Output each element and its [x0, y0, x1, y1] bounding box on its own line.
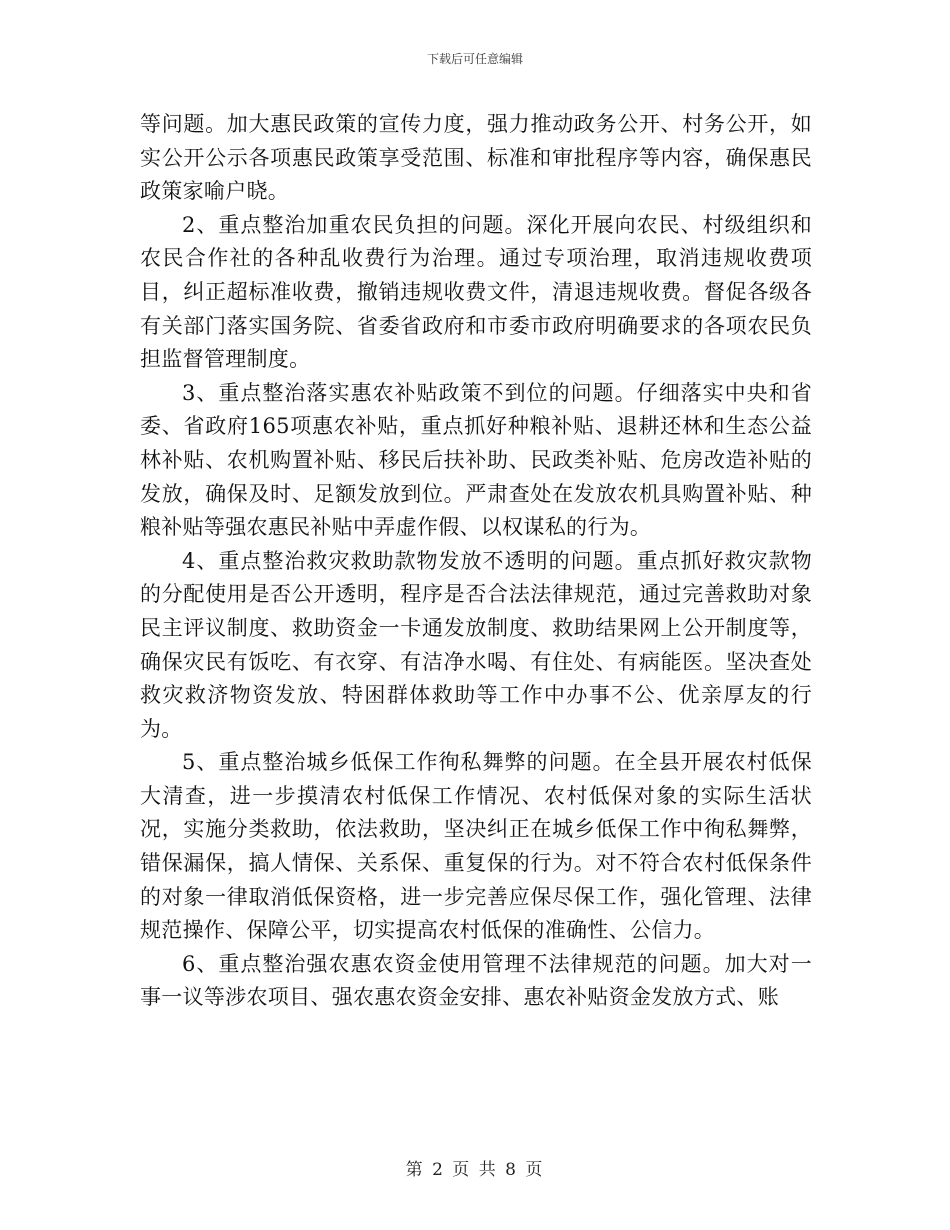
paragraph-item-6: 6、重点整治强农惠农资金使用管理不法律规范的问题。加大对一事一议等涉农项目、强农惠农资金安排、惠农补贴资金发放方式、账: [140, 951, 812, 1010]
paragraph-item-3: 3、重点整治落实惠农补贴政策不到位的问题。仔细落实中央和省委、省政府165项惠农补贴，重点抓好种粮补贴、退耕还林和生态公益林补贴、农机购置补贴、移民后扶补助、民政类补贴、危房改造补贴的发放，确保及时、足额发放到位。严肃查处在发放农机具购置补贴、种粮补贴等强农惠民补贴中弄虚作假、以权谋私的行为。: [140, 380, 812, 540]
paragraph-item-4: 4、重点整治救灾救助款物发放不透明的问题。重点抓好救灾款物的分配使用是否公开透明，程序是否合法法律规范，通过完善救助对象民主评议制度、救助资金一卡通发放制度、救助结果网上公开制度等，确保灾民有饭吃、有衣穿、有洁净水喝、有住处、有病能医。坚决查处救灾救济物资发放、特困群体救助等工作中办事不公、优亲厚友的行为。: [140, 548, 812, 741]
paragraph-item-2: 2、重点整治加重农民负担的问题。深化开展向农民、村级组织和农民合作社的各种乱收费行为治理。通过专项治理，取消违规收费项目，纠正超标准收费，撤销违规收费文件，清退违规收费。督促各级各有关部门落实国务院、省委省政府和市委市政府明确要求的各项农民负担监督管理制度。: [140, 212, 812, 372]
page-header-note: 下载后可任意编辑: [426, 52, 523, 66]
document-body: [140, 108, 812, 1015]
page-number-footer: 第 2 页 共 8 页: [405, 1160, 545, 1180]
paragraph-item-5: 5、重点整治城乡低保工作徇私舞弊的问题。在全县开展农村低保大清查，进一步摸清农村低保工作情况、农村低保对象的实际生活状况，实施分类救助，依法救助，坚决纠正在城乡低保工作中徇私舞弊，错保漏保，搞人情保、关系保、重复保的行为。对不符合农村低保条件的对象一律取消低保资格，进一步完善应保尽保工作，强化管理、法律规范操作、保障公平，切实提高农村低保的准确性、公信力。: [140, 750, 812, 943]
paragraph-continuation: 等问题。加大惠民政策的宣传力度，强力推动政务公开、村务公开，如实公开公示各项惠民政策享受范围、标准和审批程序等内容，确保惠民政策家喻户晓。: [140, 112, 812, 204]
